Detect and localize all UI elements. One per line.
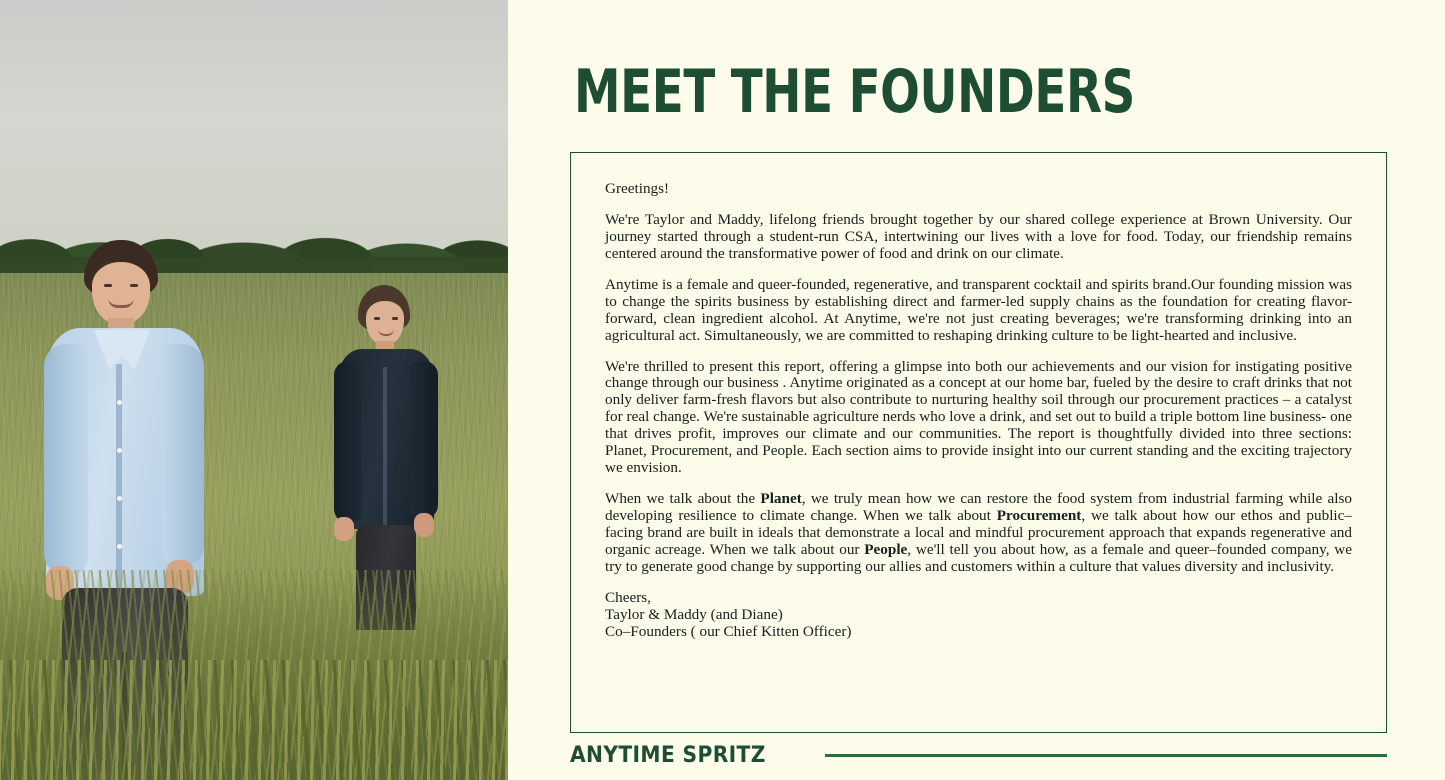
letter-paragraph-1: We're Taylor and Maddy, lifelong friends brought together by our shared college experience at Brown University. Our journey started through a student-run CSA, intertwining our lives with a love for food. Today, our friendship remains centered around the transformative power of food and drink on our climate. (605, 210, 1352, 262)
founders-photo (0, 0, 508, 780)
page-content (508, 0, 1445, 780)
pillars-text-part-4: , we'll tell you about how, as a female and queer–founded company, we try to generate good change by supporting our allies and customers within a culture that values diversity and inclusivity. (605, 540, 1352, 575)
shirt-button (117, 400, 122, 405)
pillars-text-part-2: , we truly mean how we can restore the food system from industrial farming while also developing resilience to climate change. When we talk about (605, 490, 1352, 524)
face (366, 301, 404, 345)
letter-closing: Cheers, (605, 588, 651, 606)
arm-right (410, 361, 438, 519)
letter-paragraph-3: We're thrilled to present this report, offering a glimpse into both our achievements and our vision for instigating positive change through our business . Anytime originated as a concept at our home bar, fueled by the desire to craft drinks that not only deliver farm-fresh flavors but also contribute to nurturing healthy soil through our procurement practices – a catalyst for real change. We're sustainable agriculture nerds who love a drink, and set out to build a triple bottom line business- one that drives profit, improves our climate and our communities. The report is thoughtfully divided into three sections: Planet, Procurement, and People. Each section aims to provide insight into our current standing and the exciting trajectory we envision. (605, 357, 1352, 477)
face (92, 262, 150, 324)
pillars-text-part-1: When we talk about the (605, 490, 761, 508)
pillars-text-part-3: , we talk about how our ethos and public–facing brand are built in ideals that demonstrate a local and mindful procurement approach that expands regenerative and organic acreage. When we talk about our (605, 507, 1352, 558)
arm-right (162, 344, 204, 566)
page-footer (570, 743, 1387, 768)
eye-left (374, 317, 380, 320)
eye-right (130, 284, 138, 287)
footer-divider (825, 754, 1387, 757)
letter-signature-roles: Co–Founders ( our Chief Kitten Officer) (605, 622, 852, 640)
hand-left (334, 517, 354, 541)
letter-signature-names: Taylor & Maddy (and Diane) (605, 605, 783, 623)
shirt-button (117, 448, 122, 453)
pillar-planet-label: Planet (760, 490, 802, 508)
hand-right (414, 513, 434, 537)
eye-left (104, 284, 112, 287)
pillar-people-label: People (864, 540, 908, 558)
letter-paragraph-2: Anytime is a female and queer-founded, regenerative, and transparent cocktail and spirits brand.Our founding mission was to change the spirits business by establishing direct and farmer-led supply chains as the foundation for creating flavor-forward, clean ingredient alcohol. At Anytime, we're not just creating beverages; we're transforming drinking into an agricultural act. Simultaneously, we are committed to reshaping drinking culture to be light-hearted and inclusive. (605, 275, 1352, 344)
letter-paragraph-pillars (605, 491, 1352, 576)
arm-left (44, 344, 88, 574)
grass-blades-foreground (0, 660, 508, 780)
shirt-button (117, 544, 122, 549)
eye-right (392, 317, 398, 320)
founders-letter-box (570, 152, 1387, 733)
page-title: MEET THE FOUNDERS (574, 57, 1135, 127)
arm-left (334, 361, 362, 523)
letter-greeting: Greetings! (605, 180, 670, 197)
shirt-button (117, 496, 122, 501)
footer-brand-name: ANYTIME SPRITZ (570, 743, 766, 768)
shirt-placket (383, 367, 387, 525)
pillar-procurement-label: Procurement (996, 507, 1082, 524)
shirt-placket (116, 364, 122, 592)
